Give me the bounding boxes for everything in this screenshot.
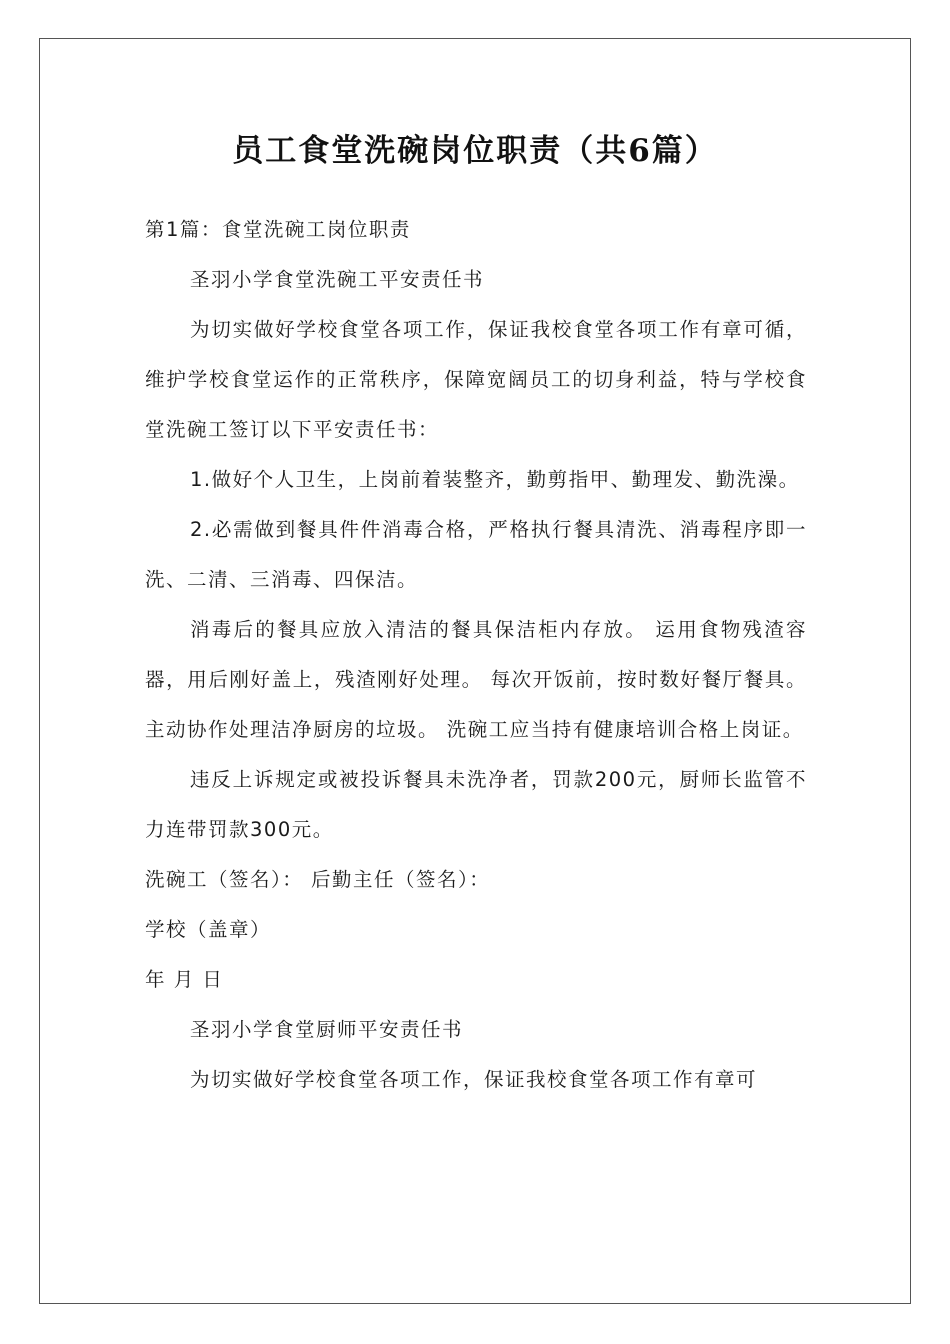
date-line: 年 月 日 [145,968,224,991]
document-body [145,205,807,1105]
rule-1-paragraph: 1.做好个人卫生，上岗前着装整齐，勤剪指甲、勤理发、勤洗澡。 [190,468,800,491]
document-title: 员工食堂洗碗岗位职责（共6篇） [232,133,718,169]
signature-line: 洗碗工（签名）： 后勤主任（签名）： [145,868,491,891]
second-subtitle-paragraph: 圣羽小学食堂厨师平安责任书 [190,1018,464,1041]
penalty-paragraph: 违反上诉规定或被投诉餐具未洗净者，罚款200元，厨师长监管不力连带罚款300元。 [145,768,807,841]
section-heading: 第1篇：食堂洗碗工岗位职责 [145,218,411,241]
rule-3-paragraph: 消毒后的餐具应放入清洁的餐具保洁柜内存放。 运用食物残渣容器，用后刚好盖上，残渣刚好处理。 每次开饭前，按时数好餐厅餐具。 主动协作处理洁净厨房的垃圾。 洗碗工应当持有健康培训合格上岗证。 [145,618,807,741]
second-intro-paragraph: 为切实做好学校食堂各项工作，保证我校食堂各项工作有章可 [190,1068,758,1091]
school-stamp-line: 学校（盖章） [145,918,272,941]
subtitle-paragraph: 圣羽小学食堂洗碗工平安责任书 [190,268,485,291]
rule-2-paragraph: 2.必需做到餐具件件消毒合格，严格执行餐具清洗、消毒程序即一洗、二清、三消毒、四保洁。 [145,518,807,591]
intro-paragraph: 为切实做好学校食堂各项工作，保证我校食堂各项工作有章可循，维护学校食堂运作的正常秩序，保障宽阔员工的切身利益，特与学校食堂洗碗工签订以下平安责任书： [145,318,807,441]
